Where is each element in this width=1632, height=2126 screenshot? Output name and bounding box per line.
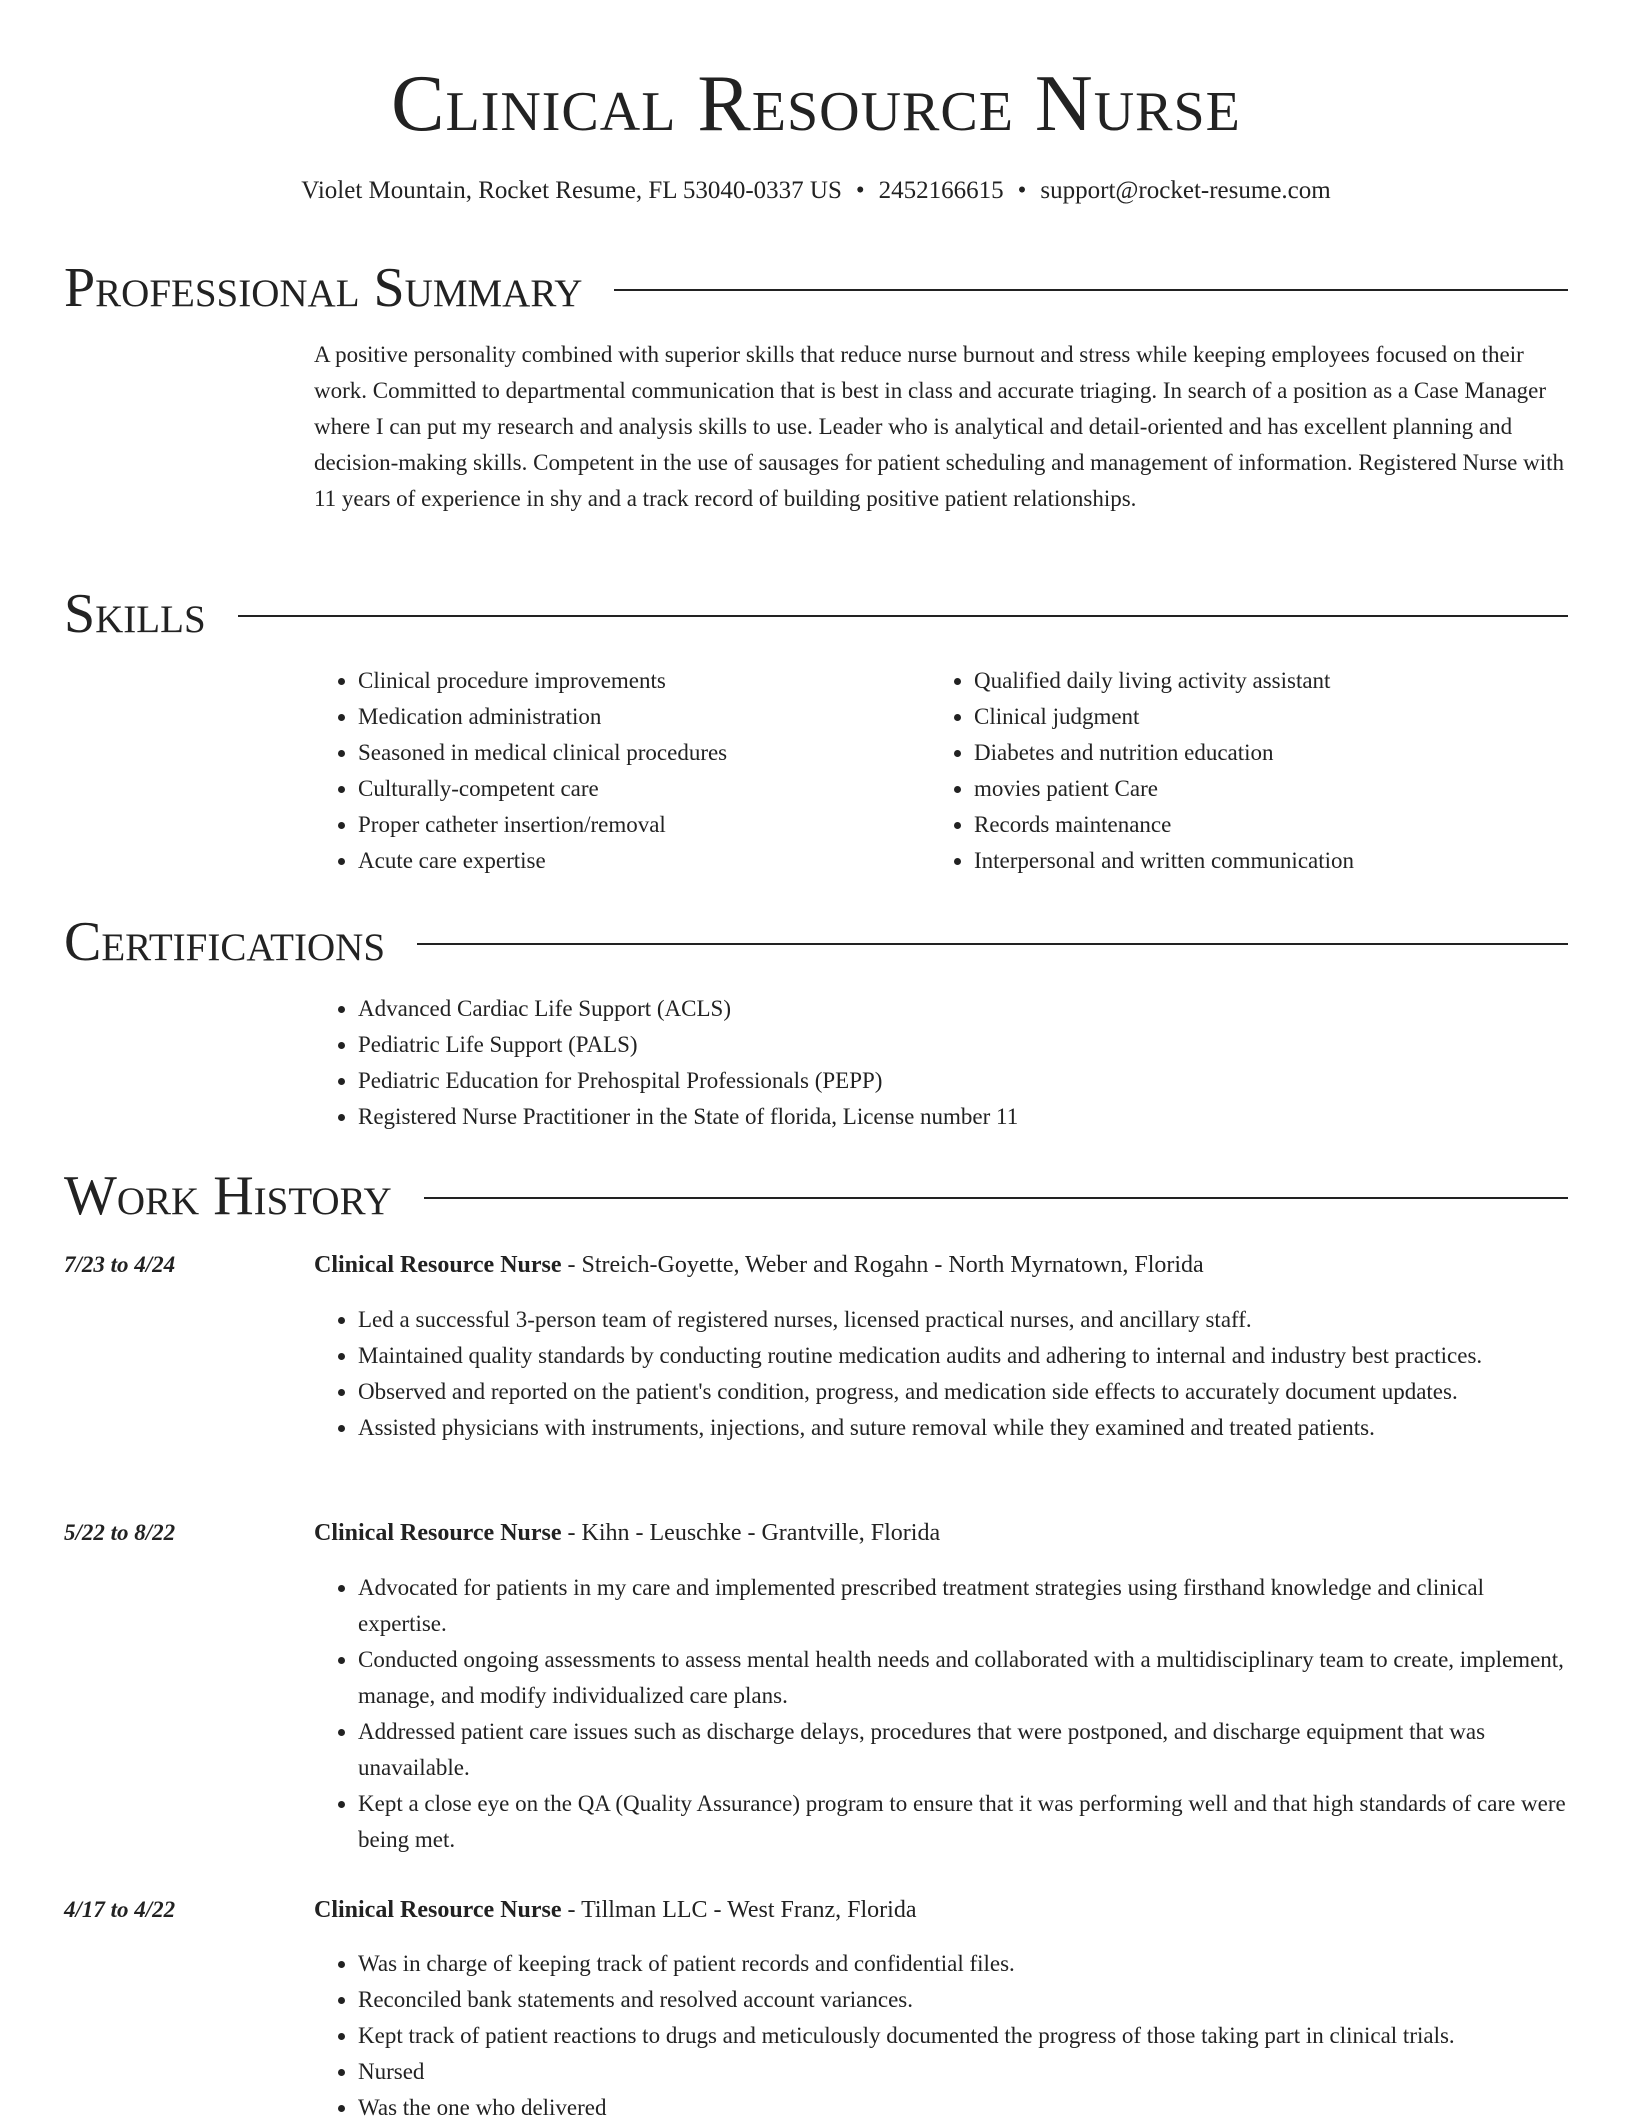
skill-item: • Medication administration (358, 699, 914, 735)
skills-left-column (314, 663, 914, 879)
contact-separator: • (1017, 177, 1027, 204)
job-duty: • Conducted ongoing assessments to assess mental health needs and collaborated with a multidisciplinary team to create, implement, manage, and modify individualized care plans. (358, 1642, 1568, 1714)
job-dates: 7/23 to 4/24 (64, 1252, 176, 1277)
skill-item: • Diabetes and nutrition education (974, 735, 1530, 771)
certification-item: • Advanced Cardiac Life Support (ACLS) (358, 991, 1568, 1027)
job-dates: 5/22 to 8/22 (64, 1520, 176, 1545)
certifications-list (314, 991, 1568, 1135)
section-divider (238, 615, 1568, 617)
skill-item: • Qualified daily living activity assistant (974, 663, 1530, 699)
skill-item: • Clinical procedure improvements (358, 663, 914, 699)
resume-name: Clinical Resource Nurse (391, 60, 1241, 148)
job-duty: • Observed and reported on the patient's condition, progress, and medication side effects to accurately document updates. (358, 1374, 1568, 1410)
job-duty: • Led a successful 3-person team of registered nurses, licensed practical nurses, and ancillary staff. (358, 1302, 1568, 1338)
skill-item: • Clinical judgment (974, 699, 1530, 735)
skills-right-column (930, 663, 1530, 879)
job-role: Clinical Resource Nurse (314, 1897, 562, 1923)
job-employer: - Streich-Goyette, Weber and Rogahn - North Myrnatown, Florida (561, 1252, 1204, 1278)
skill-item: • Proper catheter insertion/removal (358, 807, 914, 843)
job-heading (314, 1517, 1568, 1549)
job-duties (314, 1946, 1568, 2126)
job-role: Clinical Resource Nurse (314, 1520, 562, 1546)
job-duty: • Nursed (358, 2054, 1568, 2090)
section-divider (424, 1197, 1568, 1199)
job-duty: • Assisted physicians with instruments, injections, and suture removal while they examined and treated patients. (358, 1410, 1568, 1446)
contact-address: Violet Mountain, Rocket Resume, FL 53040-0337 US (301, 177, 842, 204)
skill-item: • Seasoned in medical clinical procedures (358, 735, 914, 771)
job-duty: • Kept a close eye on the QA (Quality Assurance) program to ensure that it was performing well and that high standards of care were being met. (358, 1786, 1568, 1858)
job-duty: • Was in charge of keeping track of patient records and confidential files. (358, 1946, 1568, 1982)
certifications-title: Certifications (64, 911, 386, 973)
job-duties-list (314, 1946, 1568, 2126)
job-dates: 4/17 to 4/22 (64, 1897, 176, 1922)
skill-item: • Interpersonal and written communication (974, 843, 1530, 879)
skills-title: Skills (64, 583, 206, 645)
contact-phone: 2452166615 (878, 177, 1004, 204)
job-duties (314, 1302, 1568, 1446)
job-duties-list (314, 1570, 1568, 1858)
certification-item: • Pediatric Life Support (PALS) (358, 1027, 1568, 1063)
certifications-section-header (64, 910, 1568, 974)
skills-list (314, 663, 914, 879)
section-divider (614, 289, 1568, 291)
section-divider (417, 943, 1568, 945)
work-section-header (64, 1164, 1568, 1228)
skill-item: • Culturally-competent care (358, 771, 914, 807)
skills-list (930, 663, 1530, 879)
job-duties-list (314, 1302, 1568, 1446)
summary-section-header (64, 256, 1568, 320)
job-duty: • Kept track of patient reactions to drugs and meticulously documented the progress of those taking part in clinical trials. (358, 2018, 1568, 2054)
contact-separator: • (855, 177, 865, 204)
skill-item: • Acute care expertise (358, 843, 914, 879)
job-duty: • Advocated for patients in my care and implemented prescribed treatment strategies using firsthand knowledge and clinical expertise. (358, 1570, 1568, 1642)
contact-email: support@rocket-resume.com (1040, 177, 1331, 204)
job-employer: - Kihn - Leuschke - Grantville, Florida (561, 1520, 941, 1546)
job-duty: • Reconciled bank statements and resolved account variances. (358, 1982, 1568, 2018)
summary-text: A positive personality combined with superior skills that reduce nurse burnout and stress while keeping employees focused on their work. Committed to departmental communication that is best in class and accurate triaging. In search of a position as a Case Manager where I can put my research and analysis skills to use. Leader who is analytical and detail-oriented and has excellent planning and decision-making skills. Competent in the use of sausages for patient scheduling and management of information. Registered Nurse with 11 years of experience in shy and a track record of building positive patient relationships. (314, 342, 1565, 511)
skill-item: • Records maintenance (974, 807, 1530, 843)
skill-item: • movies patient Care (974, 771, 1530, 807)
job-employer: - Tillman LLC - West Franz, Florida (561, 1897, 917, 1923)
certification-item: • Pediatric Education for Prehospital Professionals (PEPP) (358, 1063, 1568, 1099)
skills-section-header (64, 582, 1568, 646)
job-heading (314, 1249, 1568, 1281)
work-title: Work History (64, 1165, 392, 1227)
job-duty: • Addressed patient care issues such as discharge delays, procedures that were postponed, and discharge equipment that was unavailable. (358, 1714, 1568, 1786)
job-heading (314, 1894, 1568, 1926)
summary-title: Professional Summary (64, 257, 583, 319)
job-role: Clinical Resource Nurse (314, 1252, 562, 1278)
certification-item: • Registered Nurse Practitioner in the State of florida, License number 11 (358, 1099, 1568, 1135)
contact-line (0, 175, 1632, 207)
job-duty: • Maintained quality standards by conducting routine medication audits and adhering to internal and industry best practices. (358, 1338, 1568, 1374)
job-duties (314, 1570, 1568, 1858)
job-duty: • Was the one who delivered (358, 2090, 1568, 2126)
certifications-block (314, 991, 1568, 1135)
